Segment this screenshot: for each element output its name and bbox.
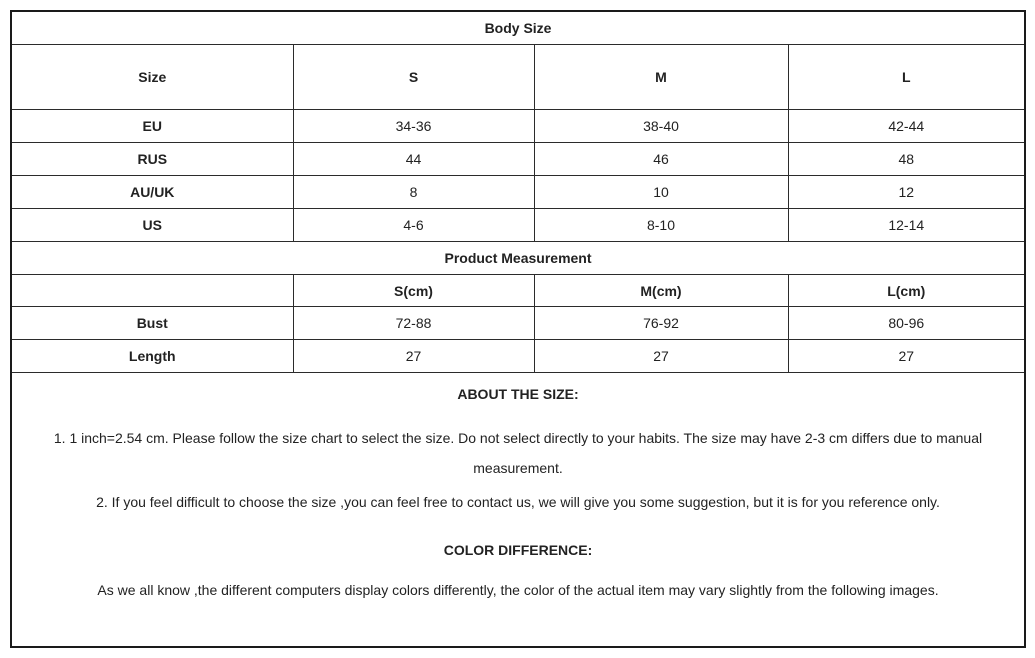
note-1: 1. 1 inch=2.54 cm. Please follow the size chart to select the size. Do not select directly to your habits. The size may have 2-3 cm differs due to manual measurement. bbox=[53, 430, 983, 476]
table-cell: 12 bbox=[788, 176, 1024, 209]
size-header-m: M bbox=[534, 45, 788, 110]
table-row bbox=[12, 340, 1024, 373]
measurement-header-s: S(cm) bbox=[293, 275, 534, 307]
table-row bbox=[12, 209, 1024, 242]
measurement-header-blank bbox=[12, 275, 293, 307]
row-label-us: US bbox=[12, 209, 293, 242]
notes-section bbox=[12, 375, 1024, 605]
row-label-au-uk: AU/UK bbox=[12, 176, 293, 209]
about-size-heading: ABOUT THE SIZE: bbox=[457, 386, 579, 402]
table-cell: 42-44 bbox=[788, 110, 1024, 143]
table-row bbox=[12, 110, 1024, 143]
body-size-title: Body Size bbox=[12, 12, 1024, 45]
table-cell: 12-14 bbox=[788, 209, 1024, 242]
size-header-row bbox=[12, 45, 1024, 110]
table-cell: 27 bbox=[534, 340, 788, 373]
size-chart-frame bbox=[10, 10, 1026, 648]
size-header-label: Size bbox=[12, 45, 293, 110]
table-cell: 27 bbox=[293, 340, 534, 373]
product-measurement-title-row bbox=[12, 242, 1024, 275]
row-label-length: Length bbox=[12, 340, 293, 373]
table-cell: 8-10 bbox=[534, 209, 788, 242]
table-cell: 4-6 bbox=[293, 209, 534, 242]
table-cell: 44 bbox=[293, 143, 534, 176]
measurement-header-m: M(cm) bbox=[534, 275, 788, 307]
table-cell: 8 bbox=[293, 176, 534, 209]
measurement-header-l: L(cm) bbox=[788, 275, 1024, 307]
row-label-bust: Bust bbox=[12, 307, 293, 340]
table-cell: 48 bbox=[788, 143, 1024, 176]
table-cell: 80-96 bbox=[788, 307, 1024, 340]
note-2: 2. If you feel difficult to choose the size ,you can feel free to contact us, we will give you some suggestion, but it is for you reference only. bbox=[96, 494, 940, 510]
color-difference-text: As we all know ,the different computers display colors differently, the color of the actual item may vary slightly from the following images. bbox=[97, 582, 939, 598]
color-difference-heading: COLOR DIFFERENCE: bbox=[443, 542, 593, 558]
table-row bbox=[12, 307, 1024, 340]
table-cell: 34-36 bbox=[293, 110, 534, 143]
row-label-eu: EU bbox=[12, 110, 293, 143]
size-header-l: L bbox=[788, 45, 1024, 110]
product-measurement-title: Product Measurement bbox=[12, 242, 1024, 275]
table-cell: 27 bbox=[788, 340, 1024, 373]
table-cell: 72-88 bbox=[293, 307, 534, 340]
table-cell: 46 bbox=[534, 143, 788, 176]
table-row bbox=[12, 176, 1024, 209]
body-size-title-row bbox=[12, 12, 1024, 45]
table-cell: 38-40 bbox=[534, 110, 788, 143]
measurement-header-row bbox=[12, 275, 1024, 307]
table-cell: 76-92 bbox=[534, 307, 788, 340]
size-header-s: S bbox=[293, 45, 534, 110]
size-chart-table bbox=[12, 12, 1024, 373]
table-cell: 10 bbox=[534, 176, 788, 209]
row-label-rus: RUS bbox=[12, 143, 293, 176]
table-row bbox=[12, 143, 1024, 176]
